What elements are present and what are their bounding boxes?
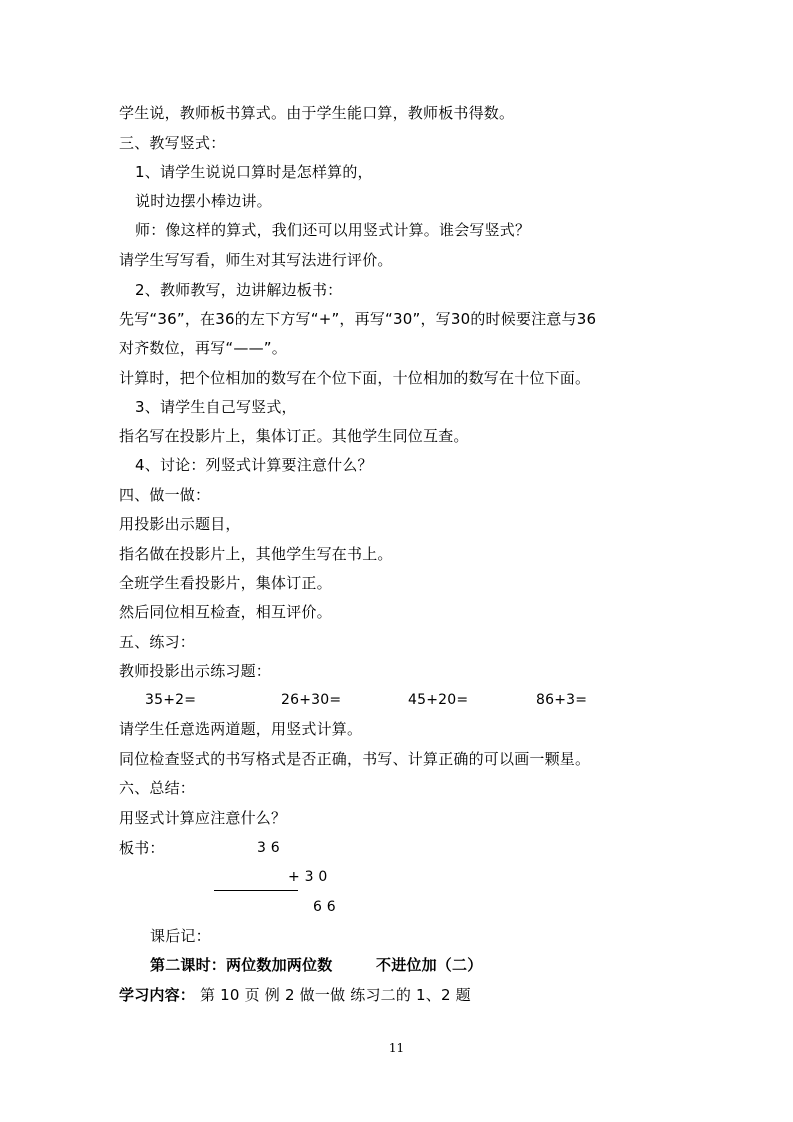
section-heading: 三、教写竖式： <box>119 134 226 152</box>
after-class-note: 课后记： <box>150 927 211 945</box>
content-text: 第 10 页 例 2 做一做 练习二的 1、2 题 <box>200 986 471 1004</box>
section-heading: 四、做一做： <box>119 486 211 504</box>
text-line: 计算时，把个位相加的数写在个位下面，十位相加的数写在十位下面。 <box>119 369 591 387</box>
exercise-item: 86+3= <box>536 692 588 708</box>
text-line: 对齐数位，再写“——”。 <box>119 339 287 357</box>
text-line: 请学生任意选两道题，用竖式计算。 <box>119 720 363 738</box>
board-top-number: 3 6 <box>257 840 280 856</box>
text-line: 3、请学生自己写竖式， <box>135 398 297 416</box>
text-line: 用竖式计算应注意什么？ <box>119 809 287 827</box>
section-heading: 五、练习： <box>119 633 196 651</box>
text-line: 先写“36”，在36的左下方写“+”，再写“30”，写30的时候要注意与36 <box>119 310 597 328</box>
text-line: 指名写在投影片上，集体订正。其他学生同位互查。 <box>119 427 469 445</box>
board-result: 6 6 <box>313 899 336 915</box>
exercise-item: 35+2= <box>145 692 197 708</box>
text-line: 然后同位相互检查，相互评价。 <box>119 603 332 621</box>
text-line: 用投影出示题目， <box>119 515 241 533</box>
text-line: 教师投影出示练习题： <box>119 662 272 680</box>
text-line: 请学生写写看，师生对其写法进行评价。 <box>119 251 393 269</box>
section-heading: 六、总结： <box>119 779 196 797</box>
text-line: 1、请学生说说口算时是怎样算的， <box>135 163 373 181</box>
exercise-item: 26+30= <box>281 692 342 708</box>
text-line: 指名做在投影片上，其他学生写在书上。 <box>119 545 393 563</box>
exercise-item: 45+20= <box>408 692 469 708</box>
board-label: 板书： <box>119 839 165 857</box>
board-addend: + 3 0 <box>288 869 328 885</box>
text-line: 说时边摆小棒边讲。 <box>135 192 272 210</box>
page-number: 11 <box>388 1041 405 1055</box>
text-line: 2、教师教写，边讲解边板书： <box>135 281 343 299</box>
lesson-subtitle: 不进位加（二） <box>376 956 483 974</box>
text-line: 师：像这样的算式，我们还可以用竖式计算。谁会写竖式？ <box>135 221 531 239</box>
text-line: 全班学生看投影片，集体订正。 <box>119 574 332 592</box>
text-line: 学生说，教师板书算式。由于学生能口算，教师板书得数。 <box>119 104 515 122</box>
lesson-title: 第二课时：两位数加两位数 <box>150 956 333 974</box>
content-label: 学习内容： <box>119 986 196 1004</box>
text-line: 同位检查竖式的书写格式是否正确，书写、计算正确的可以画一颗星。 <box>119 750 591 768</box>
text-line: 4、讨论：列竖式计算要注意什么？ <box>135 456 373 474</box>
board-underline <box>214 890 298 891</box>
